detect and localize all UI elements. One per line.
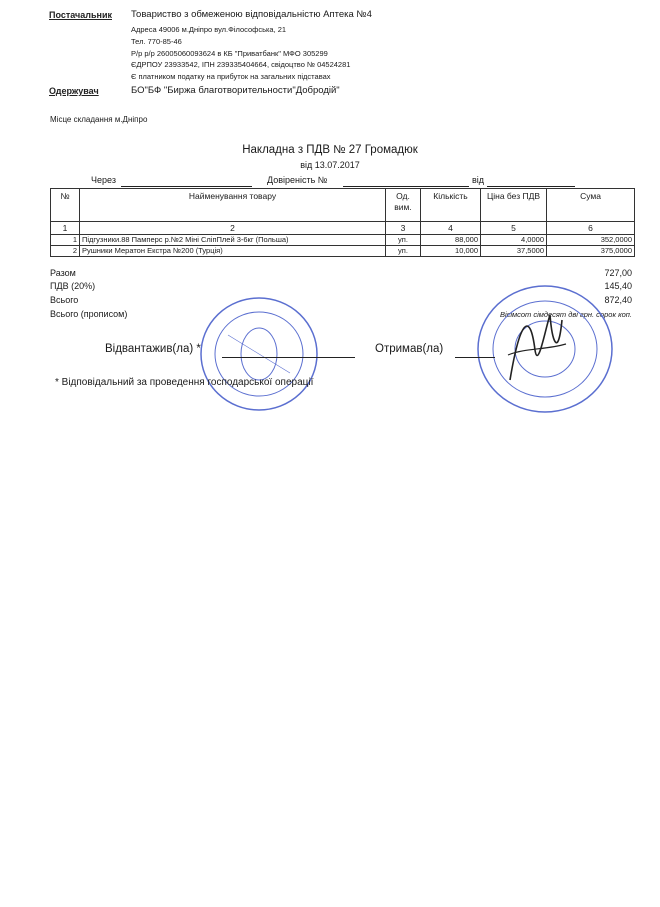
through-line [121, 186, 252, 187]
col-number: 6 [547, 222, 635, 235]
received-by-label: Отримав(ла) [375, 343, 444, 355]
header-price: Ціна без ПДВ [481, 189, 547, 222]
row-number: 1 [51, 235, 80, 246]
supplier-label: Постачальник [49, 10, 112, 20]
subtotal-label: Разом [50, 268, 76, 278]
total-words-label: Всього (прописом) [50, 309, 128, 319]
row-quantity: 88,000 [421, 235, 481, 246]
supplier-bank: Р/р р/р 26005060093624 в КБ "Приватбанк" МФО 305299 [131, 49, 328, 58]
col-number: 2 [80, 222, 386, 235]
header-unit: Од. вим. [386, 189, 421, 222]
header-quantity: Кількість [421, 189, 481, 222]
col-number: 5 [481, 222, 547, 235]
document-title: Накладна з ПДВ № 27 Громадюк [242, 144, 418, 156]
vat-value: 145,40 [604, 281, 632, 291]
row-sum: 352,0000 [547, 235, 635, 246]
responsible-note: * Відповідальний за проведення господарської операції [55, 377, 314, 388]
row-sum: 375,0000 [547, 246, 635, 257]
supplier-address: Адреса 49006 м.Дніпро вул.Філософська, 21 [131, 25, 287, 34]
col-number: 4 [421, 222, 481, 235]
header-number: № [51, 189, 80, 222]
header-name: Найменування товару [80, 189, 386, 222]
row-unit: уп. [386, 246, 421, 257]
column-numbers-row [51, 222, 635, 235]
total-label: Всього [50, 295, 79, 305]
supplier-phone: Тел. 770-85-46 [131, 37, 182, 46]
supplier-tax: Є платником податку на прибуток на загальних підставах [131, 72, 331, 81]
through-label: Через [91, 175, 116, 185]
place-of-issue: Місце складання м.Дніпро [50, 115, 148, 124]
row-quantity: 10,000 [421, 246, 481, 257]
col-number: 3 [386, 222, 421, 235]
supplier-stamp-icon [198, 295, 320, 413]
total-value: 872,40 [604, 295, 632, 305]
row-name: Підгузники.88 Памперс р.№2 Міні СліпПлей 3-6кг (Польша) [80, 235, 386, 246]
signature-icon [500, 300, 570, 390]
receiver-name: БО"БФ "Биржа благотворительности"Добродій" [131, 85, 340, 96]
row-price: 37,5000 [481, 246, 547, 257]
table-row [51, 235, 635, 246]
table-row [51, 246, 635, 257]
received-by-line [455, 357, 495, 358]
subtotal-value: 727,00 [604, 268, 632, 278]
header-sum: Сума [547, 189, 635, 222]
shipped-by-label: Відвантажив(ла) * [105, 343, 201, 355]
row-name: Рушники Мератон Екстра №200 (Турція) [80, 246, 386, 257]
proxy-label: Довіреність № [267, 175, 328, 185]
col-number: 1 [51, 222, 80, 235]
supplier-codes: ЄДРПОУ 23933542, ІПН 239335404664, свідоцтво № 04524281 [131, 60, 351, 69]
vat-label: ПДВ (20%) [50, 281, 96, 291]
shipped-by-line [222, 357, 355, 358]
row-unit: уп. [386, 235, 421, 246]
proxy-date-line [487, 186, 575, 187]
row-price: 4,0000 [481, 235, 547, 246]
proxy-line [343, 186, 469, 187]
goods-table [50, 188, 635, 257]
proxy-date-label: від [472, 175, 485, 185]
total-words-value: Вісімсот сімдесят дві грн. сорок коп. [499, 310, 632, 319]
document-date: від 13.07.2017 [300, 160, 360, 170]
supplier-name: Товариство з обмеженою відповідальністю Аптека №4 [131, 9, 372, 20]
receiver-label: Одержувач [49, 86, 99, 96]
table-header [51, 189, 635, 222]
row-number: 2 [51, 246, 80, 257]
